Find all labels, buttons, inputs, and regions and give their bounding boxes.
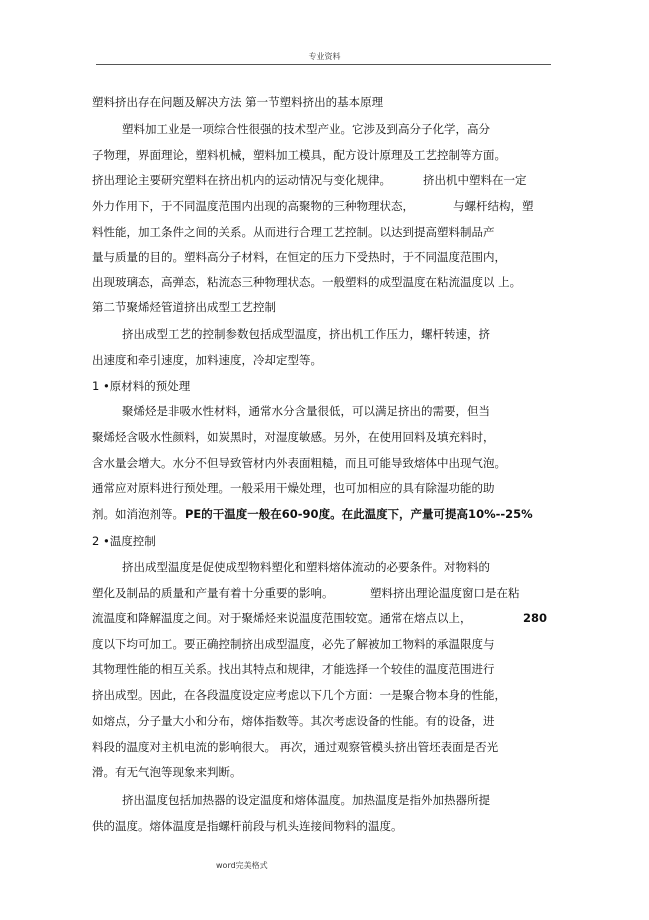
text-line: 含水量会增大。水分不但导致管材内外表面粗糙，而且可能导致熔体中出现气泡。	[92, 456, 506, 470]
header-divider	[96, 64, 551, 65]
text-line: 塑料挤出存在问题及解决方法 第一节塑料挤出的基本原理	[92, 95, 384, 109]
text-line: 挤出成型温度是促使成型物料塑化和塑料熔体流动的必要条件。对物料的	[122, 560, 490, 574]
text-line: 挤出成型工艺的控制参数包括成型温度，挤出机工作压力，螺杆转速，挤	[122, 327, 490, 341]
text-line: 聚烯烃含吸水性颜料，如炭黑时，对湿度敏感。另外，在使用回料及填充料时，	[92, 430, 495, 444]
page-header: 专业资料	[308, 52, 341, 61]
text-line: 供的温度。熔体温度是指螺杆前段与机头连接间物料的温度。	[92, 819, 403, 833]
text-line: 度以下均可加工。要正确控制挤出成型温度，必先了解被加工物料的承温限度与	[92, 637, 495, 651]
page-footer: word完美格式	[216, 861, 268, 870]
text-line: 料性能，加工条件之间的关系。从而进行合理工艺控制。以达到提高塑料制品产	[92, 225, 495, 239]
subsection-heading: 2 •温度控制	[92, 534, 156, 548]
text-line: 外力作用下，于不同温度范围内出现的高聚物的三种物理状态，	[92, 199, 414, 213]
subsection-heading: 1 •原材料的预处理	[92, 379, 191, 393]
text-line: 挤出理论主要研究塑料在挤出机内的运动情况与变化规律。	[92, 173, 391, 187]
text-line: 其物理性能的相互关系。找出其特点和规律，才能选择一个较佳的温度范围进行	[92, 662, 495, 676]
text-line: 量与质量的目的。塑料高分子材料，在恒定的压力下受热时，于不同温度范围内，	[92, 250, 506, 264]
text-line: 挤出机中塑料在一定	[423, 173, 527, 187]
text-line: 聚烯烃是非吸水性材料，通常水分含量很低，可以满足挤出的需要，但当	[122, 404, 490, 418]
text-line: 塑化及制品的质量和产量有着十分重要的影响。	[92, 586, 334, 600]
text-line: 挤出温度包括加热器的设定温度和熔体温度。加热温度是指外加热器所提	[122, 793, 490, 807]
text-line: 出速度和牵引速度，加料速度，冷却定型等。	[92, 353, 322, 367]
text-line: 料段的温度对主机电流的影响很大。 再次，通过观察管模头挤出管坯表面是否光	[92, 740, 499, 754]
text-line: 如熔点，分子量大小和分布，熔体指数等。其次考虑设备的性能。有的设备，进	[92, 714, 495, 728]
text-line: 流温度和降解温度之间。对于聚烯烃来说温度范围较宽。通常在熔点以上，	[92, 611, 472, 625]
text-line: 通常应对原料进行预处理。一般采用干燥处理，也可加相应的具有除湿功能的助	[92, 481, 495, 495]
text-line: 出现玻璃态，高弹态，粘流态三种物理状态。一般塑料的成型温度在粘流温度以 上。	[92, 275, 522, 289]
text-line: 与螺杆结构，塑	[453, 199, 534, 213]
text-line: 塑料挤出理论温度窗口是在粘	[370, 586, 520, 600]
text-line: 滑。有无气泡等现象来判断。	[92, 765, 242, 779]
text-line: PE的干温度一般在60-90度。在此温度下，产量可提高10%--25%	[185, 507, 533, 521]
text-line: 剂。如消泡剂等。	[92, 507, 184, 521]
section-heading: 第二节聚烯烃管道挤出成型工艺控制	[92, 300, 276, 314]
text-line: 280	[523, 611, 548, 625]
text-line: 挤出成型。因此，在各段温度设定应考虑以下几个方面：一是聚合物本身的性能，	[92, 688, 506, 702]
text-line: 塑料加工业是一项综合性很强的技术型产业。它涉及到高分子化学，高分	[122, 122, 490, 136]
text-line: 子物理，界面理论，塑料机械，塑料加工模具，配方设计原理及工艺控制等方面。	[92, 148, 506, 162]
